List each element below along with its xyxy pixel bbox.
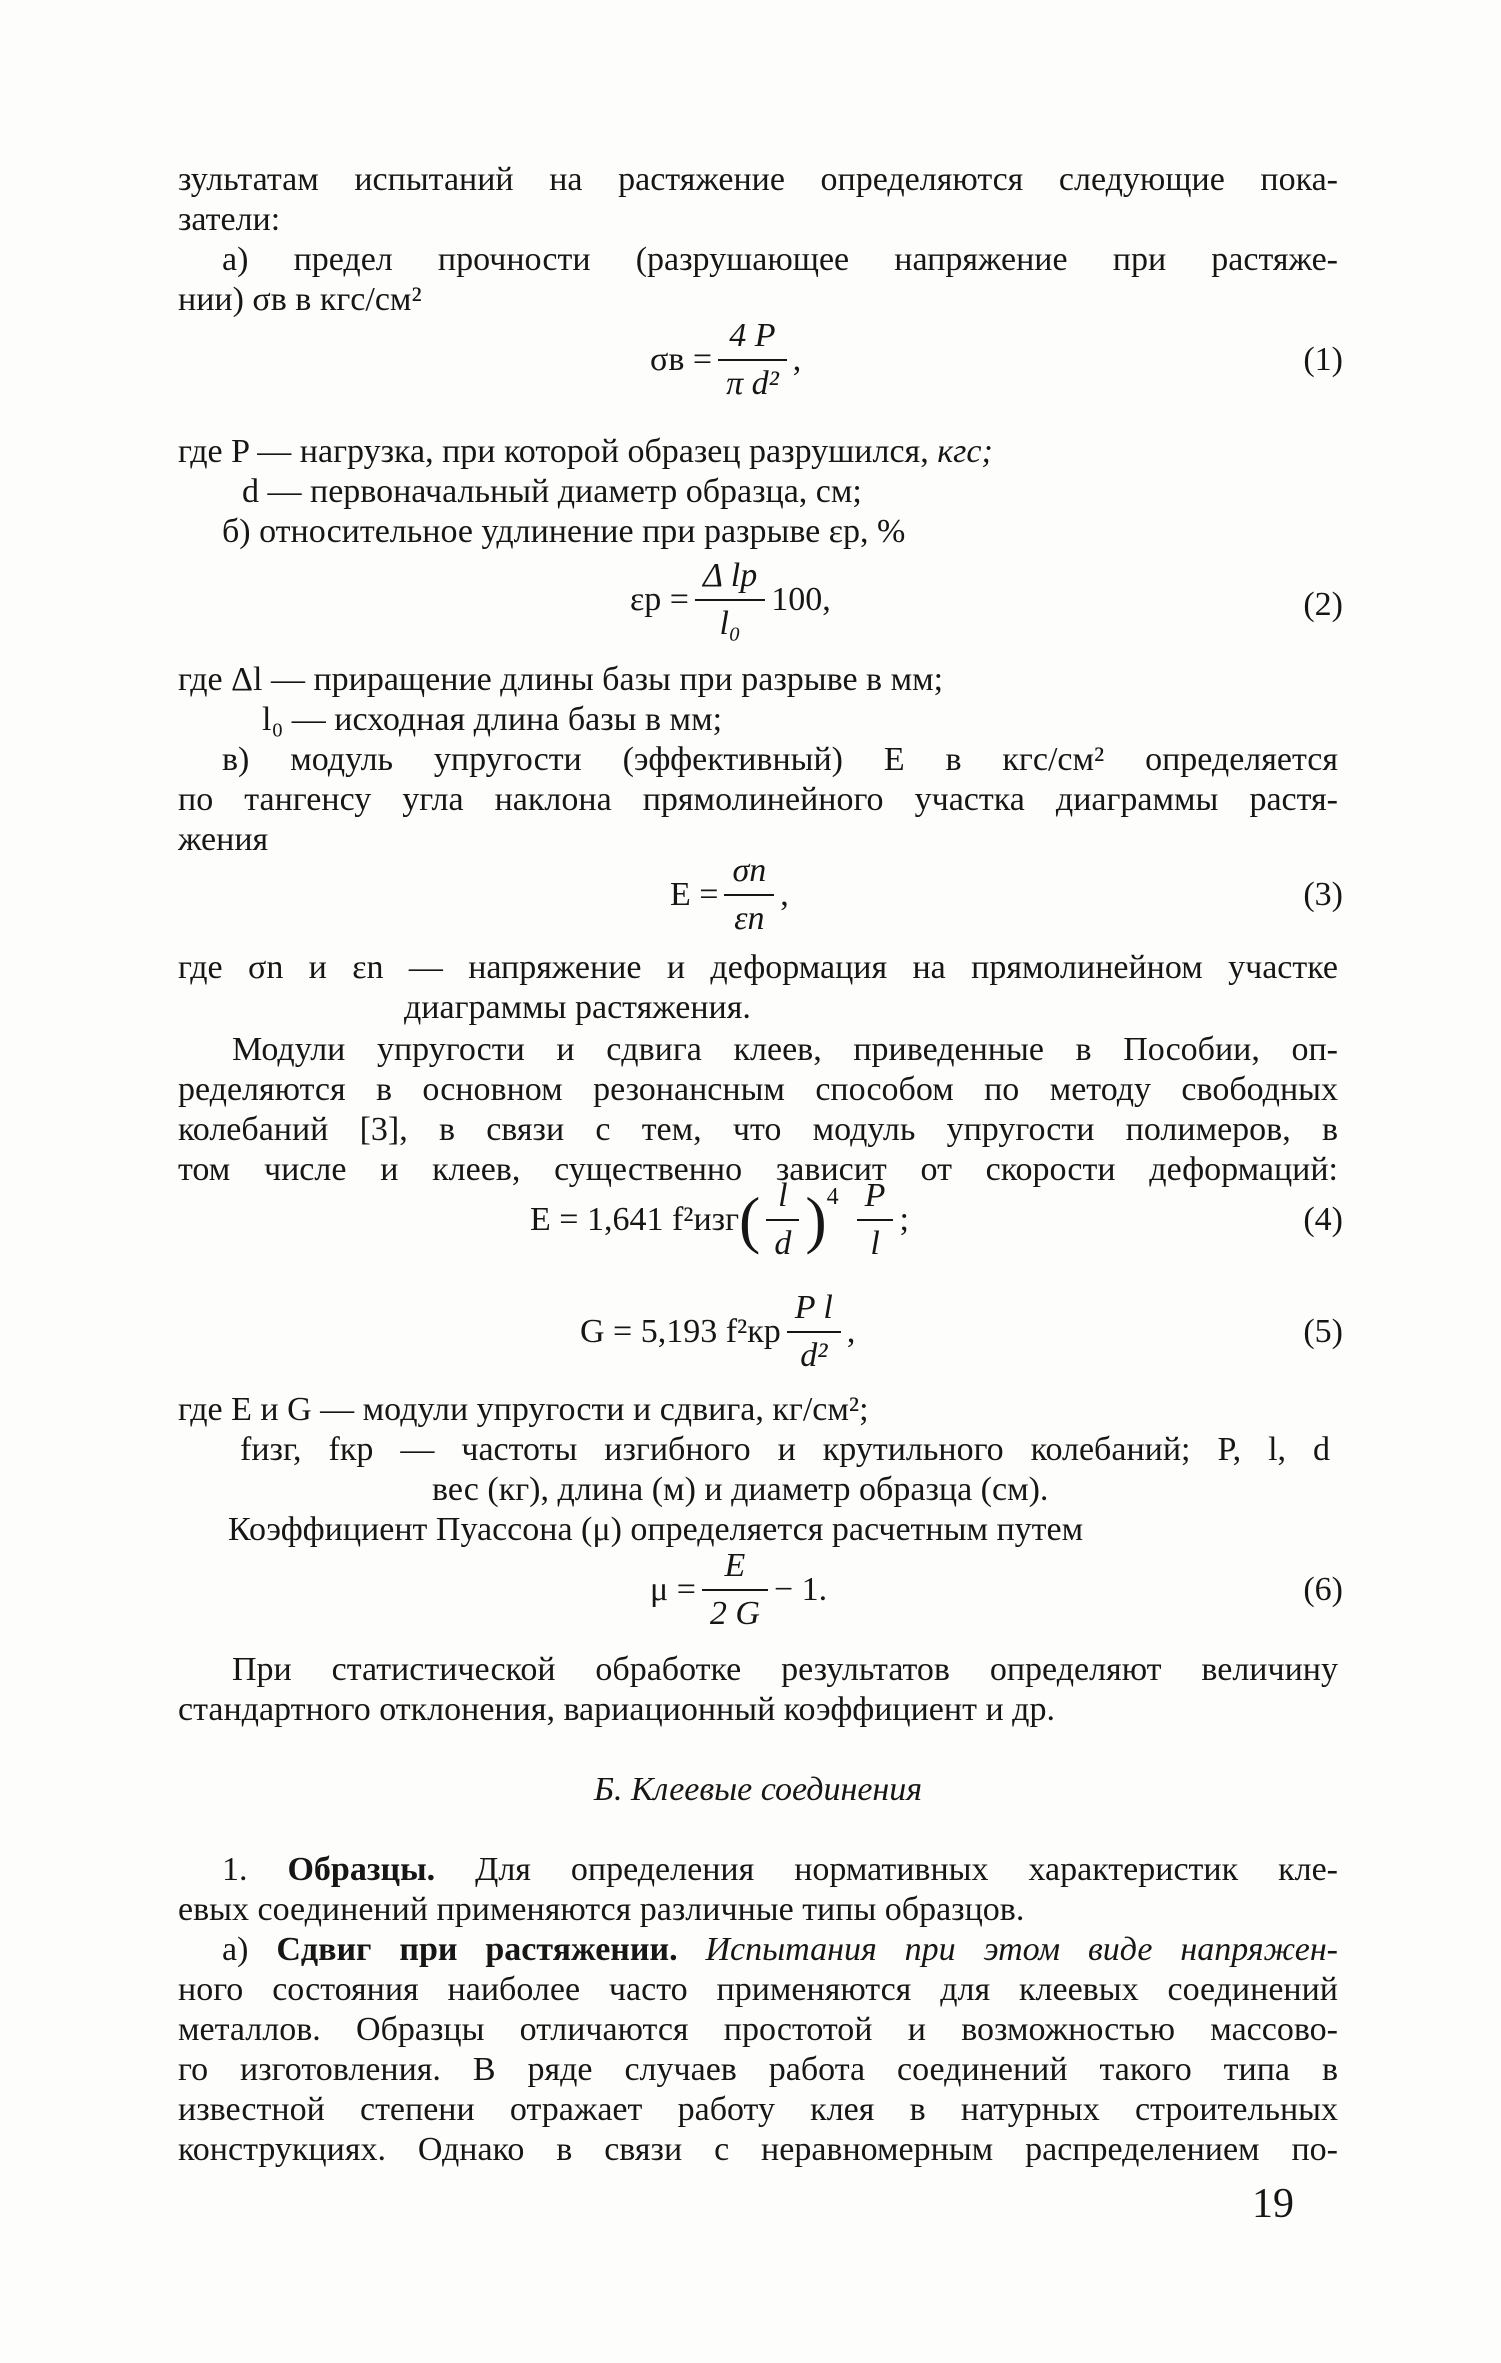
equation-5: G = 5,193 f²кр $\frac{\text{P l}}{\text{d²}}$ , <box>580 1289 856 1374</box>
section-heading: Б. Клеевые соединения <box>593 1771 923 1808</box>
equation-number: (5) <box>1303 1313 1343 1350</box>
equation-4: E = 1,641 f²изг ( $\frac{l}{d}$ ) $^4$ $\frac{P}{l}$ ; <box>530 1177 909 1262</box>
text-line: ределяются в основном резонансным способом по методу свободных <box>178 1071 1338 1108</box>
text-line: металлов. Образцы отличаются простотой и возможностью массово- <box>178 2011 1338 2048</box>
text-line: диаграммы растяжения. <box>404 989 751 1026</box>
text-line: в) модуль упругости (эффективный) E в кгс/см² определяется <box>222 741 1338 778</box>
text-line: вес (кг), длина (м) и диаметр образца (см). <box>432 1471 1049 1508</box>
text-line: При статистической обработке результатов определяют величину <box>232 1651 1338 1688</box>
text-line: евых соединений применяются различные типы образцов. <box>178 1891 1025 1928</box>
text-line: ного состояния наиболее часто применяются для клеевых соединений <box>178 1971 1338 2008</box>
equation-1: σв = $\frac{4 P}{\text{π d²}}$ , <box>650 317 802 402</box>
text-line: где σn и εn — напряжение и деформация на прямолинейном участке <box>178 949 1338 986</box>
text-line: зультатам испытаний на растяжение определяются следующие пока- <box>178 161 1338 198</box>
text-line: fизг, fкр — частоты изгибного и крутильного колебаний; P, l, d <box>240 1431 1330 1468</box>
text-line: нии) σв в кгс/см² <box>178 281 422 318</box>
text-line: где E и G — модули упругости и сдвига, кг/см²; <box>178 1391 869 1428</box>
equation-3: E = $\frac{\sigma n}{\varepsilon n}$ , <box>670 852 789 937</box>
equation-6: μ = $\frac{E}{2 G}$ − 1. <box>650 1547 828 1632</box>
text-line: стандартного отклонения, вариационный коэффициент и др. <box>178 1691 1055 1728</box>
text-line: где P — нагрузка, при которой образец разрушился, кгс; <box>178 433 993 470</box>
text-line: колебаний [3], в связи с тем, что модуль упругости полимеров, в <box>178 1111 1338 1148</box>
text-line: а) Сдвиг при растяжении. Испытания при этом виде напряжен- <box>222 1931 1339 1968</box>
text-line: затели: <box>178 201 281 238</box>
text-line: а) предел прочности (разрушающее напряжение при растяже- <box>222 241 1338 278</box>
text-line: б) относительное удлинение при разрыве εр, % <box>222 513 906 550</box>
equation-2: εр = $\frac{\text{Δ lр}}{\text{l₀}}$ 100, <box>630 557 831 642</box>
text-line: 1. Образцы. Для определения нормативных характеристик кле- <box>222 1851 1338 1888</box>
text-line: по тангенсу угла наклона прямолинейного участка диаграммы растя- <box>178 781 1338 818</box>
page-number: 19 <box>1252 2181 1294 2227</box>
text-line: конструкциях. Однако в связи с неравномерным распределением по- <box>178 2131 1338 2168</box>
text-line: го изготовления. В ряде случаев работа соединений такого типа в <box>178 2051 1338 2088</box>
text-line: известной степени отражает работу клея в натурных строительных <box>178 2091 1338 2128</box>
text-line: где Δl — приращение длины базы при разрыве в мм; <box>178 661 944 698</box>
text-line: жения <box>178 821 269 858</box>
text-line: d — первоначальный диаметр образца, см; <box>242 473 862 510</box>
equation-number: (2) <box>1303 586 1343 623</box>
paren-left: ( <box>739 1184 761 1255</box>
text-line: Коэффициент Пуассона (μ) определяется расчетным путем <box>228 1511 1084 1548</box>
equation-number: (3) <box>1303 876 1343 913</box>
text-line: том числе и клеев, существенно зависит от скорости деформаций: <box>178 1151 1338 1188</box>
paren-right: ) <box>805 1184 827 1255</box>
text-line: l₀ — исходная длина базы в мм; <box>262 701 723 738</box>
equation-number: (4) <box>1303 1201 1343 1238</box>
text-line: Модули упругости и сдвига клеев, приведенные в Пособии, оп- <box>232 1031 1338 1068</box>
equation-number: (6) <box>1303 1571 1343 1608</box>
equation-number: (1) <box>1303 341 1343 378</box>
